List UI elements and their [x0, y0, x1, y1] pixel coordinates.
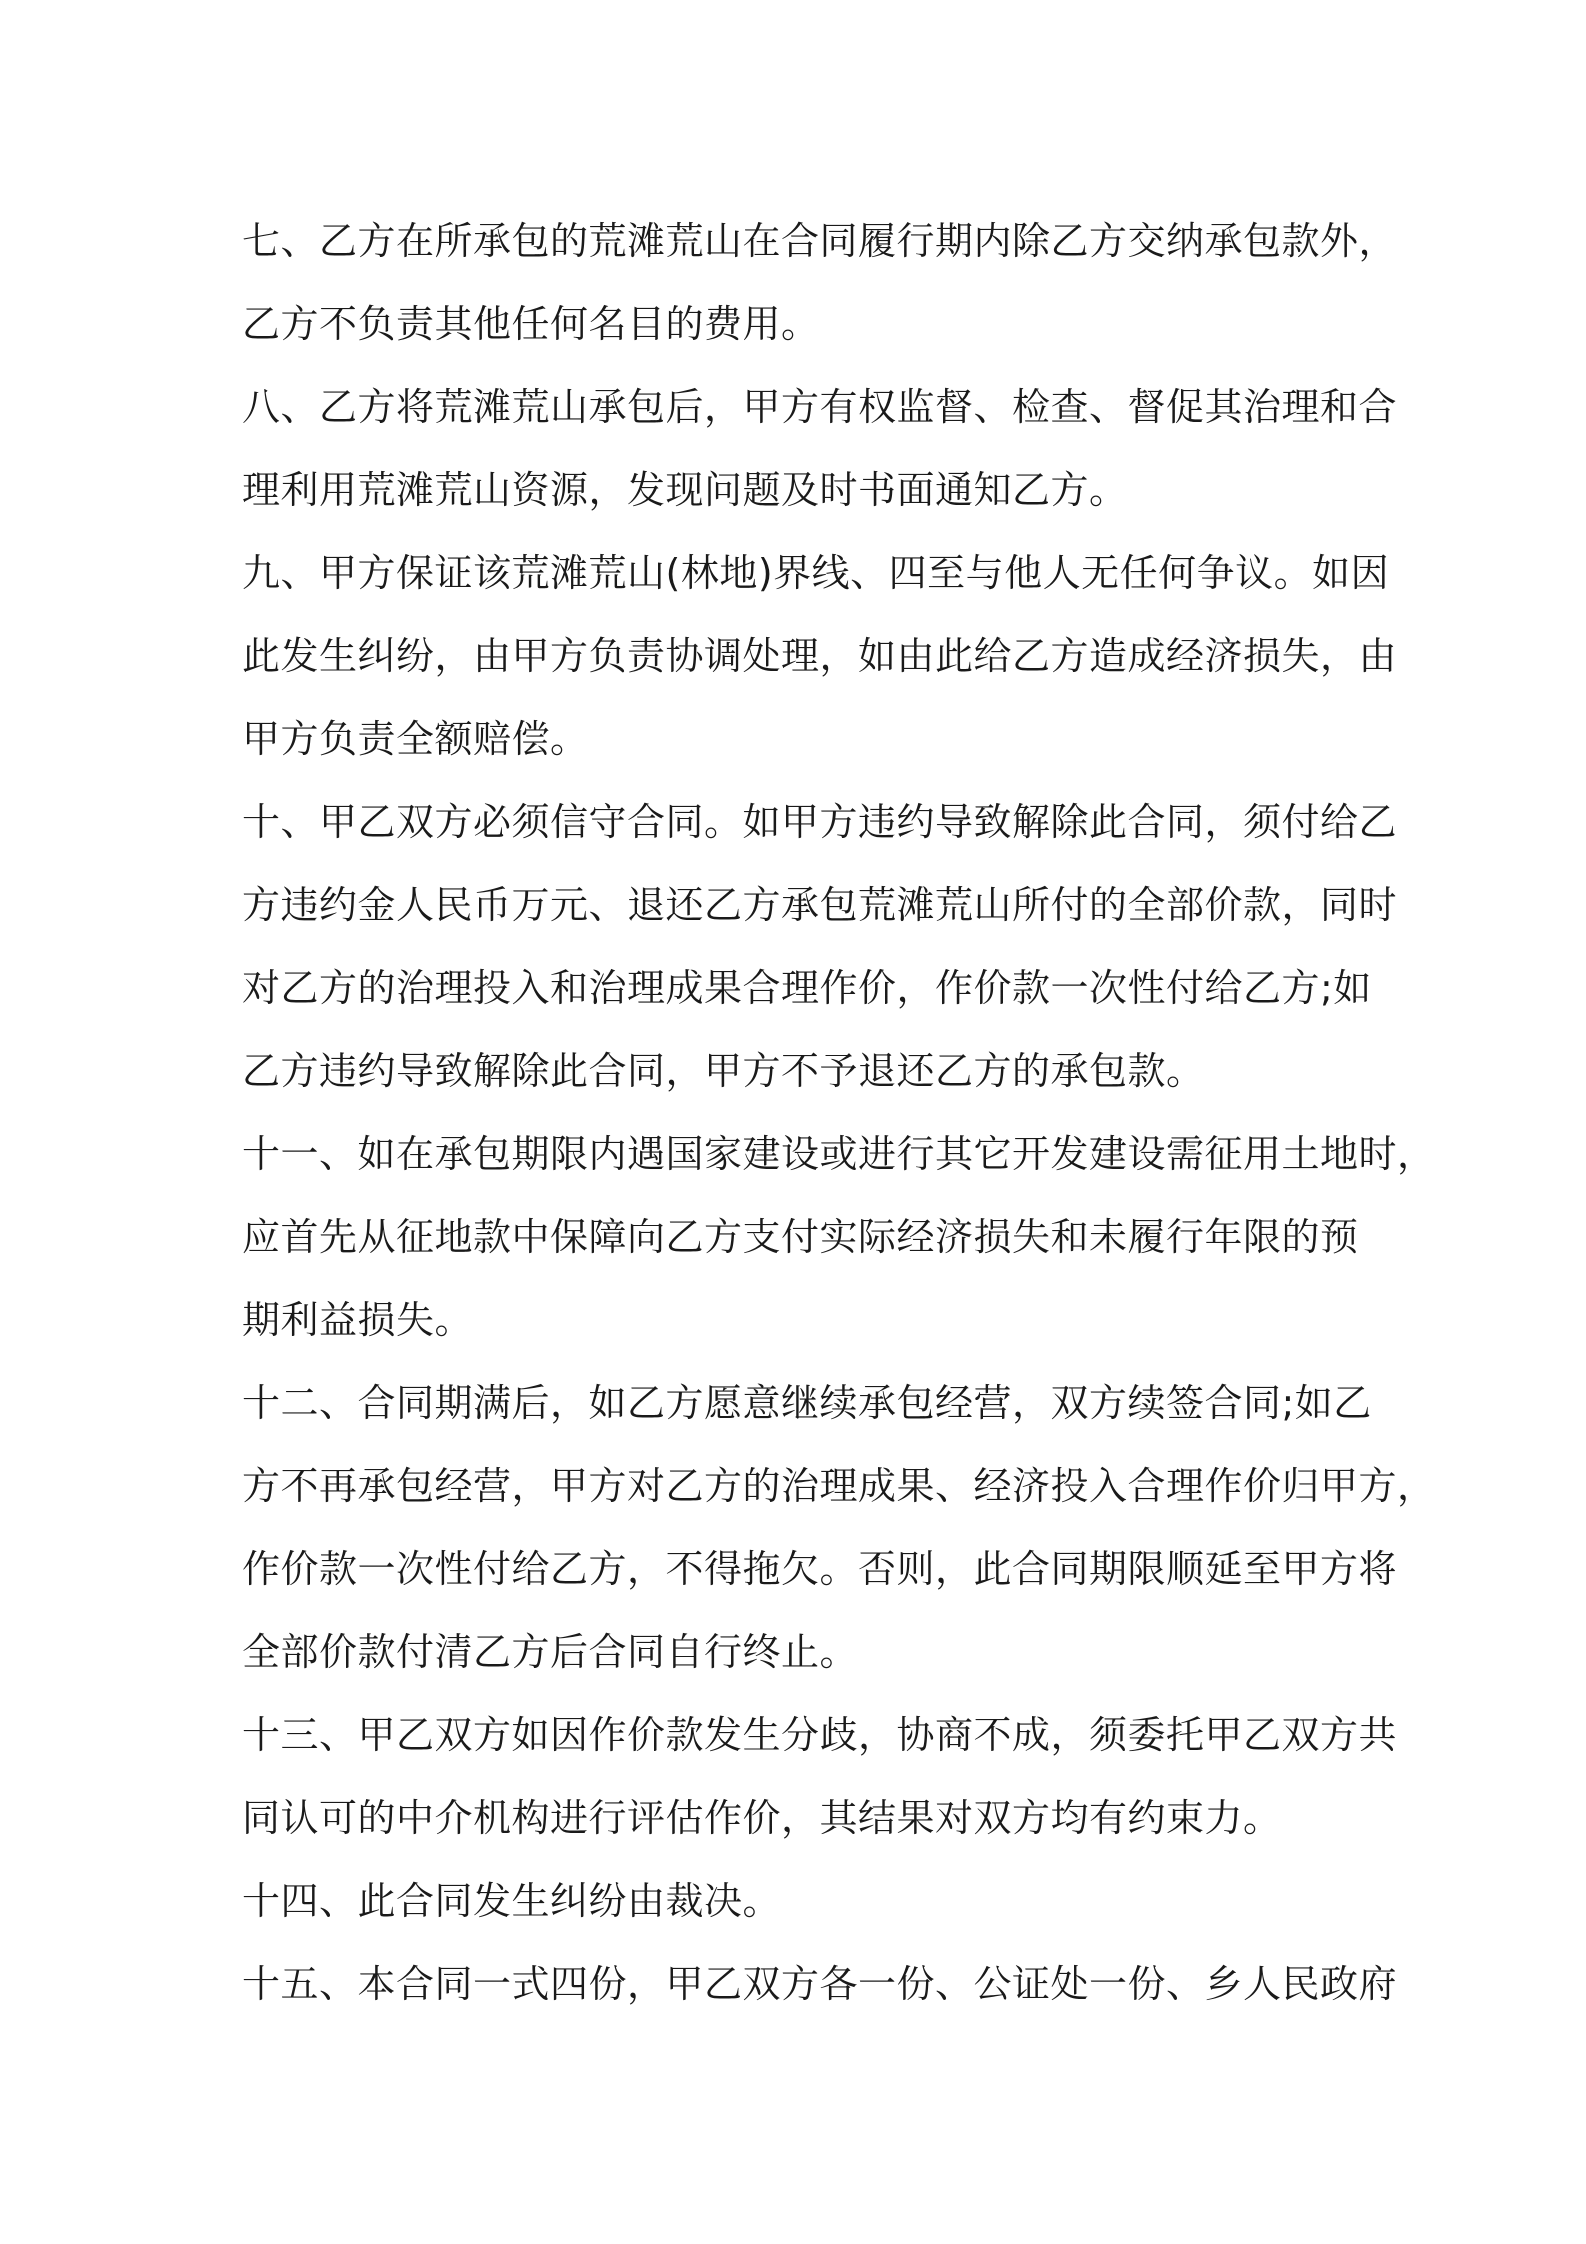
- contract-text: [242, 200, 1436, 2026]
- clause-11-line-3: 期利益损失。: [242, 1298, 474, 1342]
- clause-9-line-3: 甲方负责全额赔偿。: [242, 717, 589, 761]
- clause-8-line-2: 理利用荒滩荒山资源，发现问题及时书面通知乙方。: [242, 468, 1128, 512]
- clause-9-line-2: 此发生纠纷，由甲方负责协调处理，如由此给乙方造成经济损失，由: [242, 634, 1398, 678]
- clause-7-line-2: 乙方不负责其他任何名目的费用。: [242, 302, 820, 346]
- clause-12-line-2: 方不再承包经营，甲方对乙方的治理成果、经济投入合理作价归甲方，: [242, 1464, 1436, 1508]
- clause-12-line-3: 作价款一次性付给乙方，不得拖欠。否则，此合同期限顺延至甲方将: [242, 1547, 1398, 1591]
- clause-10-line-3: 对乙方的治理投入和治理成果合理作价，作价款一次性付给乙方;如: [242, 966, 1372, 1010]
- clause-8-line-1: 八、乙方将荒滩荒山承包后，甲方有权监督、检查、督促其治理和合: [242, 385, 1398, 429]
- clause-12-line-1: 十二、合同期满后，如乙方愿意继续承包经营，双方续签合同;如乙: [242, 1381, 1372, 1425]
- clause-13-line-2: 同认可的中介机构进行评估作价，其结果对双方均有约束力。: [242, 1796, 1282, 1840]
- clause-10-line-2: 方违约金人民币万元、退还乙方承包荒滩荒山所付的全部价款，同时: [242, 883, 1398, 927]
- clause-11-line-2: 应首先从征地款中保障向乙方支付实际经济损失和未履行年限的预: [242, 1215, 1359, 1259]
- clause-7-line-1: 七、乙方在所承包的荒滩荒山在合同履行期内除乙方交纳承包款外，: [242, 219, 1398, 263]
- clause-11-line-1: 十一、如在承包期限内遇国家建设或进行其它开发建设需征用土地时，: [242, 1132, 1436, 1176]
- clause-10-line-4: 乙方违约导致解除此合同，甲方不予退还乙方的承包款。: [242, 1049, 1205, 1093]
- clause-15-line-1: 十五、本合同一式四份，甲乙双方各一份、公证处一份、乡人民政府: [242, 1962, 1398, 2006]
- clause-10-line-1: 十、甲乙双方必须信守合同。如甲方违约导致解除此合同，须付给乙: [242, 800, 1398, 844]
- clause-13-line-1: 十三、甲乙双方如因作价款发生分歧，协商不成，须委托甲乙双方共: [242, 1713, 1398, 1757]
- clause-12-line-4: 全部价款付清乙方后合同自行终止。: [242, 1630, 859, 1674]
- clause-9-line-1: 九、甲方保证该荒滩荒山(林地)界线、四至与他人无任何争议。如因: [242, 551, 1390, 595]
- clause-14-line-1: 十四、此合同发生纠纷由裁决。: [242, 1879, 782, 1923]
